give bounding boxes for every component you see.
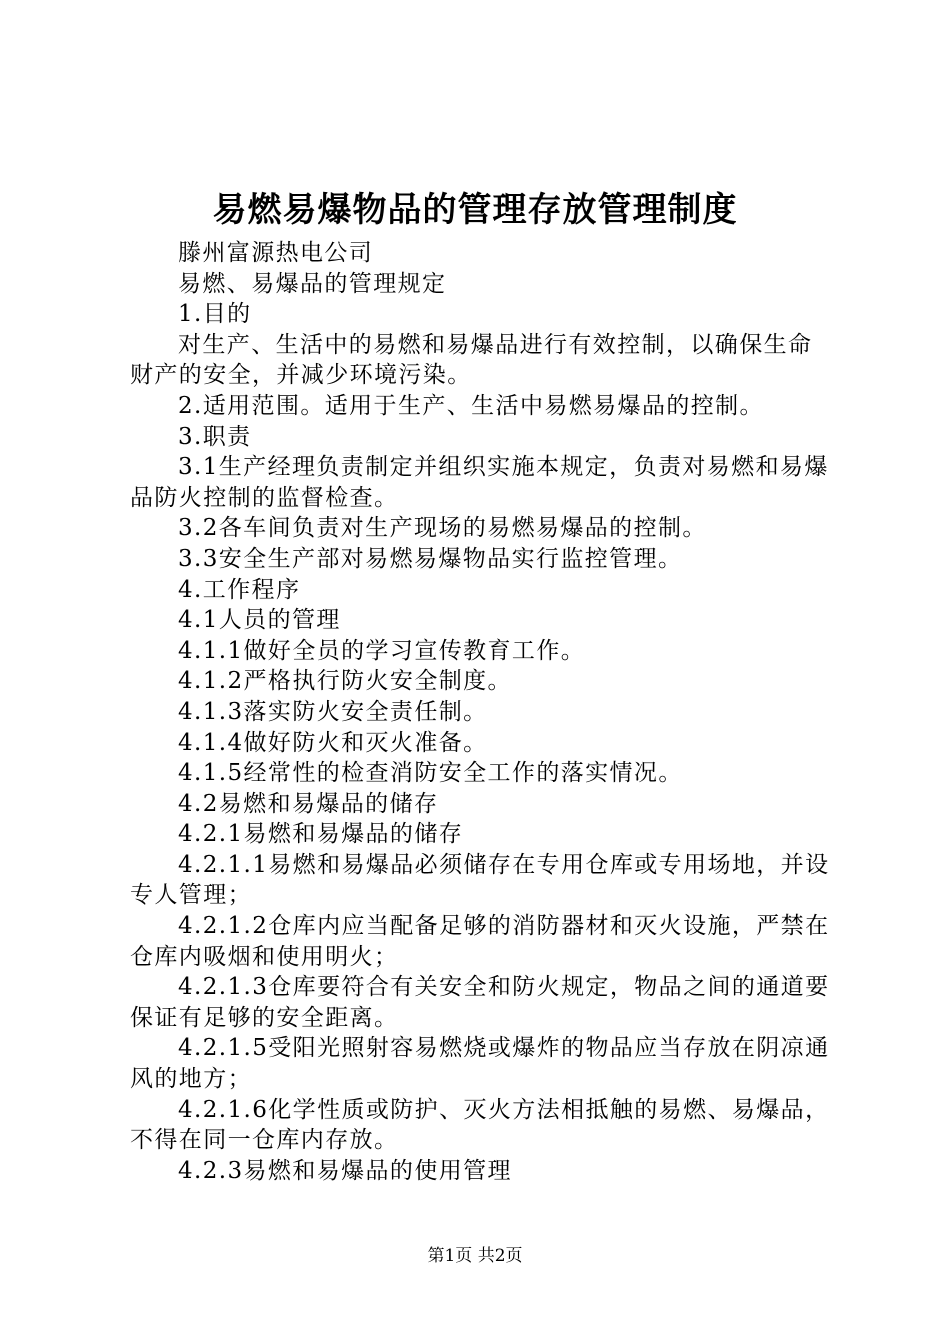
paragraph-4-2-1-6: 4.2.1.6化学性质或防护、灭火方法相抵触的易燃、易爆品，不得在同一仓库内存放。 — [130, 1096, 830, 1154]
document-title: 易燃易爆物品的管理存放管理制度 — [212, 190, 738, 230]
paragraph-purpose-text: 对生产、生活中的易燃和易爆品进行有效控制，以确保生命财产的安全，并减少环境污染。 — [130, 331, 813, 389]
paragraph-4-2-1-1: 4.2.1.1易燃和易爆品必须储存在专用仓库或专用场地，并设专人管理； — [130, 851, 830, 909]
paragraph-regulation-title: 易燃、易爆品的管理规定 — [178, 270, 447, 297]
paragraph-3-2: 3.2各车间负责对生产现场的易燃易爆品的控制。 — [178, 515, 707, 542]
paragraph-4-2: 4.2易燃和易爆品的储存 — [178, 790, 439, 817]
paragraph-2-scope: 2.适用范围。适用于生产、生活中易燃易爆品的控制。 — [178, 392, 764, 419]
paragraph-4-1-2: 4.1.2严格执行防火安全制度。 — [178, 668, 512, 695]
paragraph-company: 滕州富源热电公司 — [178, 240, 374, 266]
paragraph-3-3: 3.3安全生产部对易燃易爆物品实行监控管理。 — [178, 545, 683, 572]
paragraph-4-1-3: 4.1.3落实防火安全责任制。 — [178, 698, 488, 725]
paragraph-4-2-1: 4.2.1易燃和易爆品的储存 — [178, 821, 464, 848]
paragraph-1-purpose: 1.目的 — [178, 301, 252, 328]
paragraph-4-2-1-2: 4.2.1.2仓库内应当配备足够的消防器材和灭火设施，严禁在仓库内吸烟和使用明火； — [130, 913, 830, 970]
paragraph-4-1-4: 4.1.4做好防火和灭火准备。 — [178, 729, 488, 756]
paragraph-4-1-1: 4.1.1做好全员的学习宣传教育工作。 — [178, 637, 586, 664]
paragraph-4-1: 4.1人员的管理 — [178, 607, 341, 634]
document-body — [130, 238, 832, 1186]
paragraph-4-1-5: 4.1.5经常性的检查消防安全工作的落实情况。 — [178, 760, 683, 787]
paragraph-4-2-3: 4.2.3易燃和易爆品的使用管理 — [178, 1157, 512, 1184]
paragraph-3-1: 3.1生产经理负责制定并组织实施本规定，负责对易燃和易爆品防火控制的监督检查。 — [130, 454, 829, 511]
page-footer: 第1页 共2页 — [427, 1246, 523, 1266]
paragraph-4-procedure: 4.工作程序 — [178, 576, 301, 603]
paragraph-4-2-1-5: 4.2.1.5受阳光照射容易燃烧或爆炸的物品应当存放在阴凉通风的地方； — [130, 1035, 830, 1093]
paragraph-4-2-1-3: 4.2.1.3仓库要符合有关安全和防火规定，物品之间的通道要保证有足够的安全距离。 — [130, 974, 830, 1031]
paragraph-3-duties: 3.职责 — [178, 423, 252, 450]
